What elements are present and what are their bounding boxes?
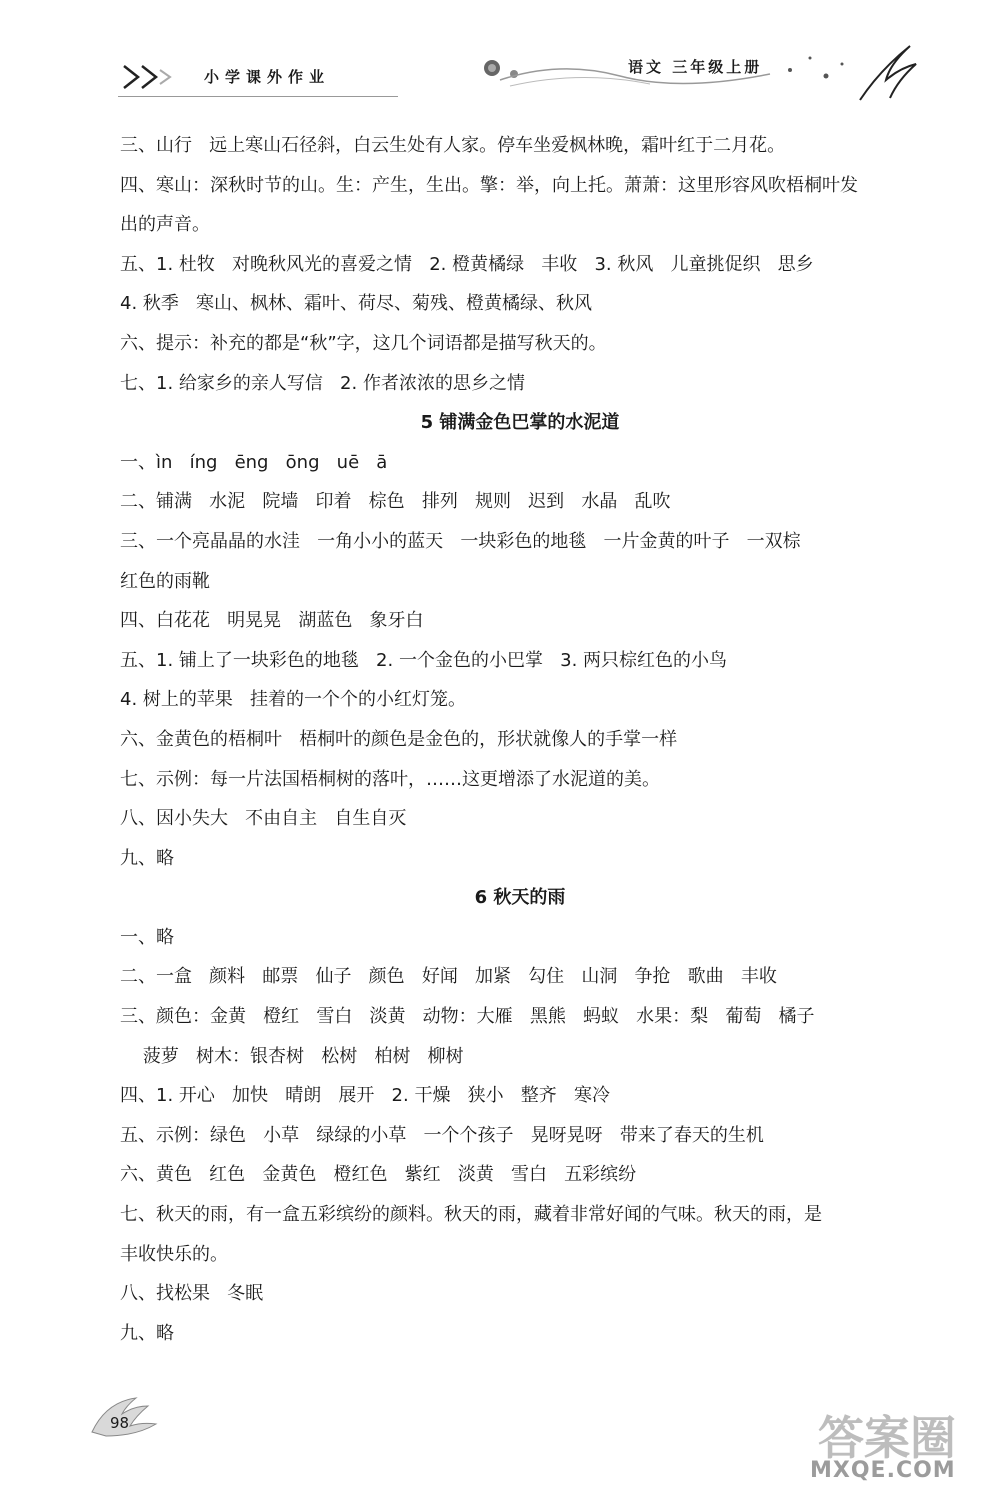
section-title-5: 5 铺满金色巴掌的水泥道	[420, 412, 620, 434]
page-number: 98	[110, 1414, 130, 1432]
answer-line: 红色的雨靴	[120, 570, 210, 592]
answer-content	[120, 126, 920, 1353]
answer-line: 六、金黄色的梧桐叶 梧桐叶的颜色是金色的，形状就像人的手掌一样	[120, 728, 678, 750]
answer-line: 七、秋天的雨，有一盒五彩缤纷的颜料。秋天的雨，藏着非常好闻的气味。秋天的雨，是	[120, 1204, 822, 1226]
answer-line: 五、1. 杜牧 对晚秋风光的喜爱之情 2. 橙黄橘绿 丰收 3. 秋风 儿童挑促织 思乡	[120, 253, 814, 275]
answer-line: 七、示例：每一片法国梧桐树的落叶，……这更增添了水泥道的美。	[120, 768, 660, 790]
answer-line: 六、提示：补充的都是“秋”字，这几个词语都是描写秋天的。	[120, 332, 607, 354]
answer-line: 出的声音。	[120, 214, 210, 236]
section-title-6: 6 秋天的雨	[474, 887, 566, 909]
watermark-logo: 答案圈	[818, 1411, 956, 1465]
answer-line: 一、ìn íng ēng ōng uē ā	[120, 451, 388, 473]
answer-line: 七、1. 给家乡的亲人写信 2. 作者浓浓的思乡之情	[120, 372, 525, 394]
answer-line: 菠萝 树木：银杏树 松树 柏树 柳树	[120, 1045, 464, 1067]
subject-grade-label: 语文 三年级上册	[628, 58, 763, 76]
answer-line: 四、白花花 明晃晃 湖蓝色 象牙白	[120, 610, 424, 632]
answer-line: 九、略	[120, 847, 174, 869]
answer-line: 一、略	[120, 926, 174, 948]
answer-line: 四、寒山：深秋时节的山。生：产生，生出。擎：举，向上托。萧萧：这里形容风吹梧桐叶发	[120, 174, 858, 196]
series-title: 小学课外作业	[204, 68, 331, 86]
answer-line: 九、略	[120, 1322, 174, 1344]
answer-line: 五、示例：绿色 小草 绿绿的小草 一个个孩子 晃呀晃呀 带来了春天的生机	[120, 1124, 764, 1146]
answer-line: 三、山行 远上寒山石径斜，白云生处有人家。停车坐爱枫林晚，霜叶红于二月花。	[120, 135, 786, 156]
answer-line: 二、一盒 颜料 邮票 仙子 颜色 好闻 加紧 勾住 山洞 争抢 歌曲 丰收	[120, 966, 777, 988]
answer-line: 二、铺满 水泥 院墙 印着 棕色 排列 规则 迟到 水晶 乱吹	[120, 491, 671, 513]
answer-line: 八、找松果 冬眠	[120, 1283, 264, 1305]
answer-line: 4. 秋季 寒山、枫林、霜叶、荷尽、菊残、橙黄橘绿、秋风	[120, 293, 593, 315]
answer-line: 三、一个亮晶晶的水洼 一角小小的蓝天 一块彩色的地毯 一片金黄的叶子 一双棕	[120, 530, 801, 552]
answer-line: 丰收快乐的。	[120, 1243, 228, 1265]
page-header	[0, 0, 1000, 120]
double-chevron-icon	[120, 62, 180, 92]
answer-line: 八、因小失大 不由自主 自生自灭	[120, 808, 407, 830]
header-divider	[118, 96, 398, 97]
watermark-site: MXQE.COM	[810, 1458, 956, 1483]
answer-line: 三、颜色：金黄 橙红 雪白 淡黄 动物：大雁 黑熊 蚂蚁 水果：梨 葡萄 橘子	[120, 1006, 815, 1028]
answer-line: 四、1. 开心 加快 晴朗 展开 2. 干燥 狭小 整齐 寒冷	[120, 1085, 610, 1107]
answer-line: 4. 树上的苹果 挂着的一个个的小红灯笼。	[120, 689, 467, 711]
answer-line: 五、1. 铺上了一块彩色的地毯 2. 一个金色的小巴掌 3. 两只棕红色的小鸟	[120, 649, 728, 671]
answer-line: 六、黄色 红色 金黄色 橙红色 紫红 淡黄 雪白 五彩缤纷	[120, 1164, 637, 1186]
